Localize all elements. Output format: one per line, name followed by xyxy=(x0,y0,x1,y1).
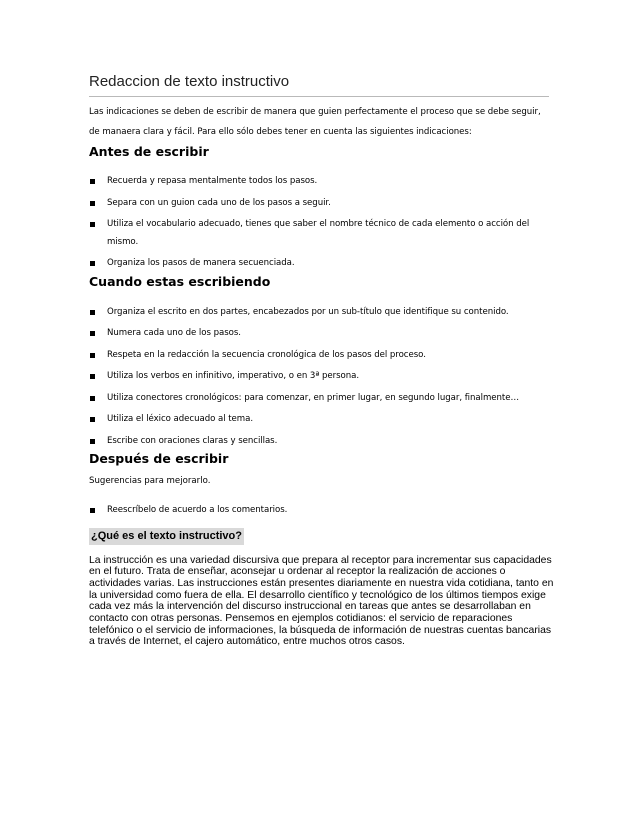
square-bullet-icon xyxy=(90,396,95,401)
square-bullet-icon xyxy=(90,417,95,422)
list-item xyxy=(89,347,549,365)
list-antes xyxy=(89,173,549,273)
section-heading-despues: Después de escribir xyxy=(89,451,229,466)
square-bullet-icon xyxy=(90,310,95,315)
document-title: Redaccion de texto instructivo xyxy=(89,72,549,97)
list-item-text: Numera cada uno de los pasos. xyxy=(107,328,241,338)
list-item-text: Organiza los pasos de manera secuenciada. xyxy=(107,258,295,268)
section-heading-antes-text: Antes de escribir xyxy=(89,144,209,159)
square-bullet-icon xyxy=(90,508,95,513)
list-item xyxy=(89,173,549,191)
list-item xyxy=(89,255,549,273)
list-item-text: Recuerda y repasa mentalmente todos los pasos. xyxy=(107,176,318,186)
square-bullet-icon xyxy=(90,374,95,379)
list-item-text: Respeta en la redacción la secuencia cronológica de los pasos del proceso. xyxy=(107,349,426,360)
list-item-text: Utiliza el vocabulario adecuado, tienes que saber el nombre técnico de cada elemento o acción del mismo. xyxy=(107,219,530,247)
document-content xyxy=(89,72,554,648)
list-item-text: Escribe con oraciones claras y sencillas. xyxy=(107,435,278,446)
list-item xyxy=(89,411,549,429)
list-item-text: Utiliza los verbos en infinitivo, imperativo, o en 3ª persona. xyxy=(107,371,360,381)
list-item xyxy=(89,368,549,386)
square-bullet-icon xyxy=(90,331,95,336)
list-despues xyxy=(89,502,549,520)
square-bullet-icon xyxy=(90,201,95,206)
list-cuando xyxy=(89,304,549,451)
list-item xyxy=(89,304,549,322)
list-item-text: Separa con un guion cada uno de los pasos a seguir. xyxy=(107,197,331,208)
intro-paragraph: Las indicaciones se deben de escribir de manera que guien perfectamente el proceso que se debe seguir, de manaera clara y fácil. Para ello sólo debes tener en cuenta las siguientes indicaciones: xyxy=(89,107,541,137)
question-heading: ¿Qué es el texto instructivo? xyxy=(89,528,244,545)
list-item-text: Utiliza el léxico adecuado al tema. xyxy=(107,414,254,424)
section-heading-cuando: Cuando estas escribiendo xyxy=(89,273,271,289)
list-item-text: Utiliza conectores cronológicos: para comenzar, en primer lugar, en segundo lugar, finalmente… xyxy=(107,392,520,403)
list-item xyxy=(89,325,549,343)
square-bullet-icon xyxy=(90,439,95,444)
list-item-text: Organiza el escrito en dos partes, encabezados por un sub-título que identifique su contenido. xyxy=(107,306,509,317)
section-subtitle: Sugerencias para mejorarlo. xyxy=(89,476,211,486)
square-bullet-icon xyxy=(90,261,95,266)
list-item xyxy=(89,502,549,520)
square-bullet-icon xyxy=(90,179,95,184)
list-item xyxy=(89,433,549,451)
list-item xyxy=(89,216,549,251)
section-heading-antes xyxy=(89,143,549,161)
list-item xyxy=(89,195,549,213)
body-paragraph: La instrucción es una variedad discursiva que prepara al receptor para incrementar sus capacidades en el futuro. Trata de enseñar, aconsejar u ordenar al receptor la realización de acciones o actividades varias. Las instrucciones están presentes diariamente en nuestra vida cotidiana, tanto en la universidad como fuera de ella. El desarrollo científico y tecnológico de los últimos tiempos exige cada vez más la intervención del discurso instruccional en tareas que antes se desarrollaban en contacto con otras personas. Pensemos en ejemplos cotidianos: el servicio de reparaciones telefónico o el servicio de informaciones, la búsqueda de información de nuestras cuentas bancarias a través de Internet, el cajero automático, entre muchos otros casos. xyxy=(89,554,554,648)
square-bullet-icon xyxy=(90,222,95,227)
list-item xyxy=(89,390,549,408)
list-item-text: Reescríbelo de acuerdo a los comentarios. xyxy=(107,505,288,515)
square-bullet-icon xyxy=(90,353,95,358)
